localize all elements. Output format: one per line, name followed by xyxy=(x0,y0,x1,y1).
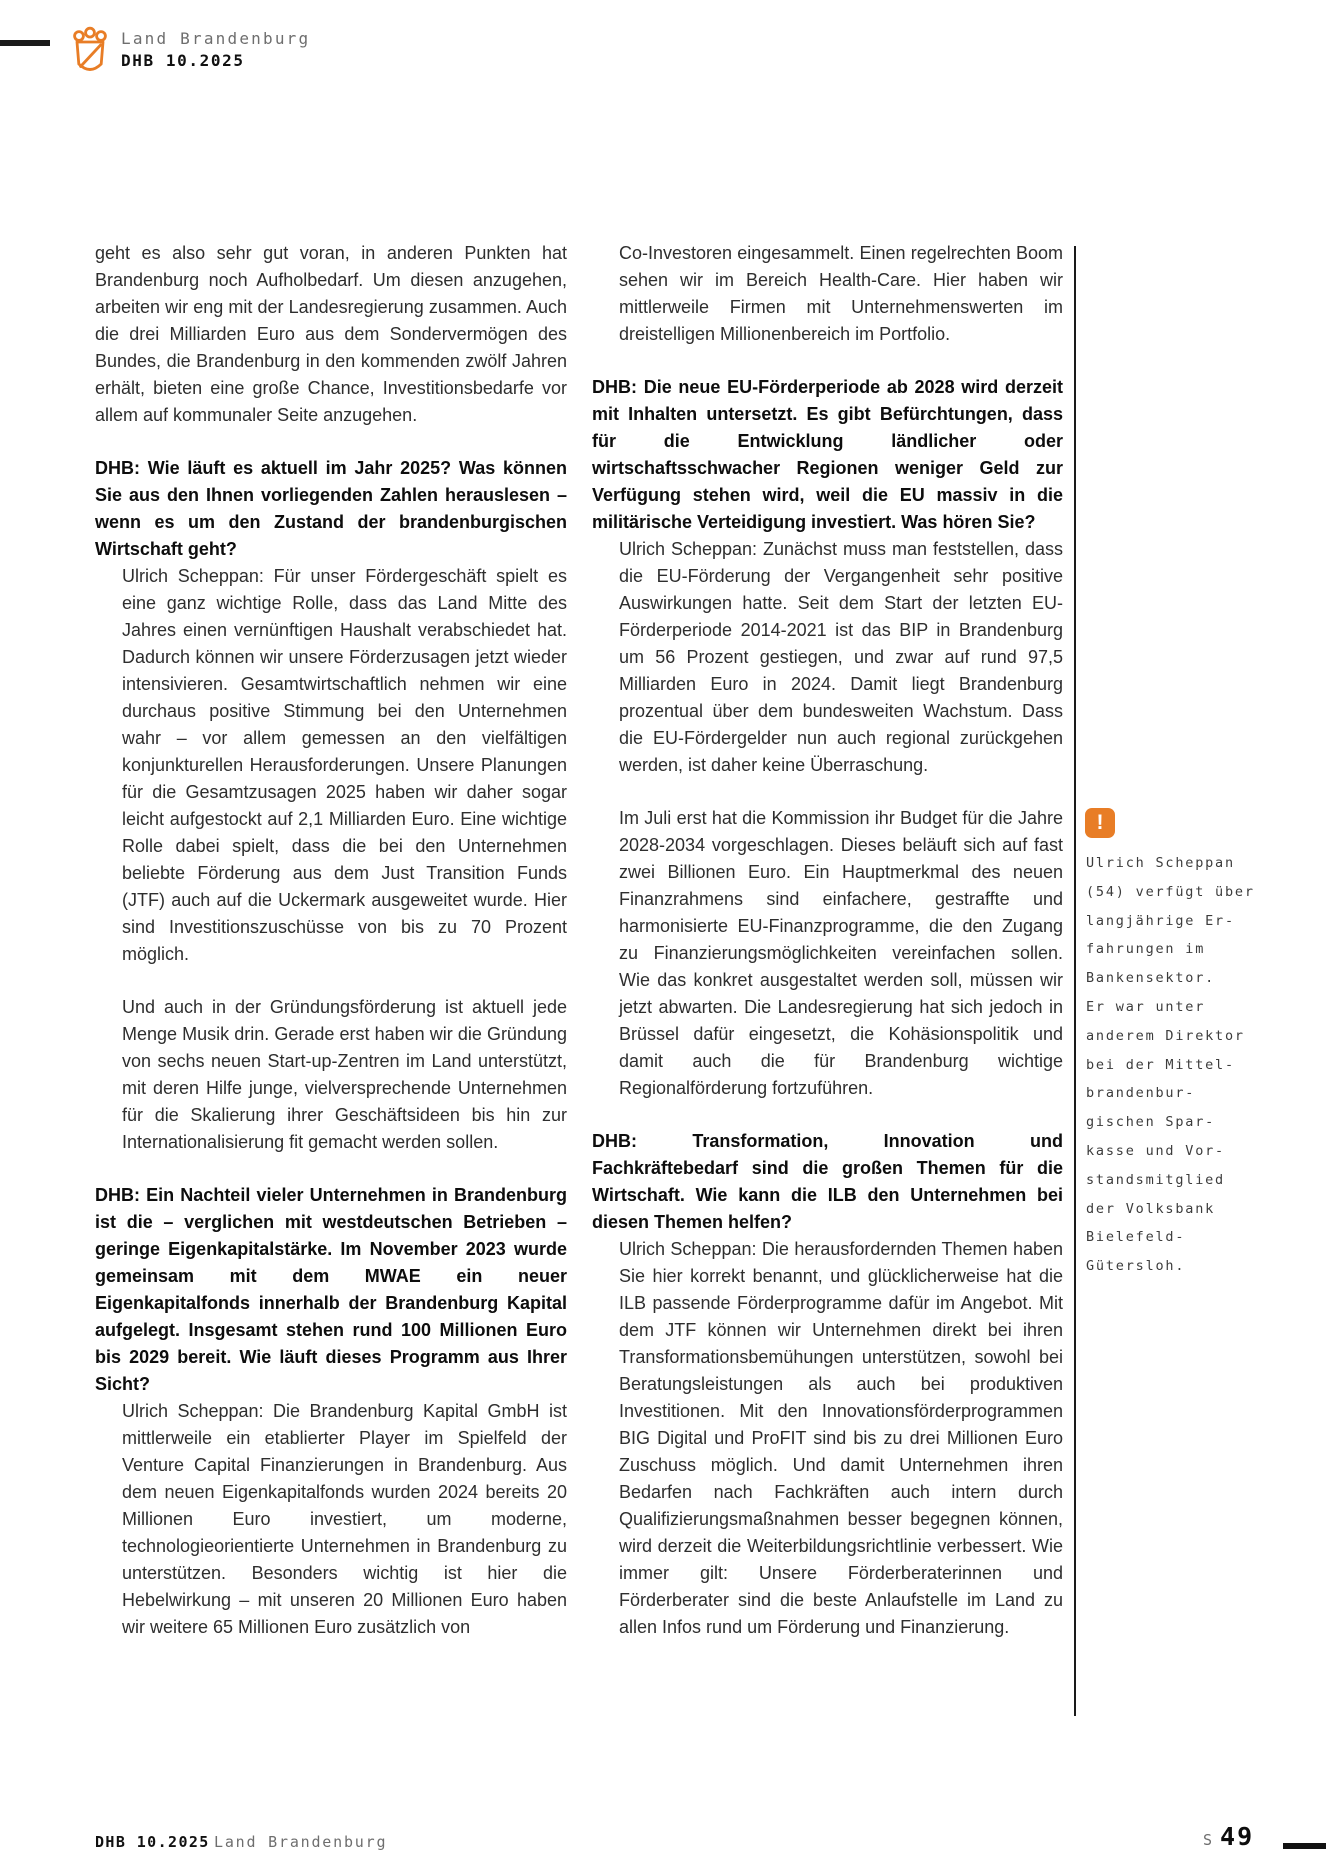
header-issue-label: DHB 10.2025 xyxy=(121,51,245,70)
caption-line: Ulrich Scheppan xyxy=(1086,855,1235,871)
interview-answer: Ulrich Scheppan: Die Brandenburg Kapital GmbH ist mittlerweile ein etablierter Player im Spielfeld der Venture Capital Finanzierungen in Brandenburg. Aus dem neuen Eigenkapitalfonds wurden 2024 bereits 20 Millionen Euro investiert, um moderne, technologieorientierte Unternehmen in Brandenburg zu unterstützen. Besonders wichtig ist hier die Hebelwirkung – mit unseren 20 Millionen Euro haben wir weitere 65 Millionen Euro zusätzlich von xyxy=(122,1401,567,1637)
top-edge-bar xyxy=(0,40,50,46)
caption-line: bei der Mittel- xyxy=(1086,1056,1235,1073)
caption-line: der Volksbank xyxy=(1086,1200,1216,1217)
interview-answer: Ulrich Scheppan: Die herausfordernden Themen haben Sie hier korrekt benannt, und glücklicherweise hat die ILB passende Förderprogramme dafür im Angebot. Mit dem JTF können wir Unternehmen direkt bei ihren Transformationsbemühungen unterstützen, sowohl bei Beratungsleistungen als auch bei produktiven Investitionen. Mit den Innovationsförderprogrammen BIG Digital und ProFIT sind bis zu drei Millionen Euro Zuschuss möglich. Und damit Unternehmen ihren Bedarfen nach Fachkräften auch intern durch Qualifizierungsmaßnahmen besser begegnen können, wird derzeit die Weiterbildungsrichtlinie verbessert. Wie immer gilt: Unsere Förderberaterinnen und Förderberater sind die beste Anlaufstelle im Land zu allen Infos rund um Förderung und Finanzierung. xyxy=(619,1239,1063,1637)
sidebar-divider-rule xyxy=(1074,246,1076,1716)
interview-answer: Im Juli erst hat die Kommission ihr Budget für die Jahre 2028-2034 vorgeschlagen. Dieses beläuft sich auf fast zwei Billionen Euro. Ein Hauptmerkmal des neuen Finanzrahmens sind einfachere, gestraffte und harmonisierte EU-Finanzprogramme, die den Zugang zu Finanzierungsmöglichkeiten vereinfachen sollen. Wie das konkret ausgestaltet werden soll, müssen wir jetzt abwarten. Die Landesregierung hat sich jedoch in Brüssel dafür eingesetzt, die Kohäsionspolitik und damit auch die für Brandenburg wichtige Regionalförderung fortzuführen. xyxy=(619,808,1063,1098)
brandenburg-crown-logo-icon xyxy=(72,26,108,80)
caption-line: Gütersloh. xyxy=(1086,1258,1186,1275)
interview-question: DHB: Die neue EU-Förderperiode ab 2028 wird derzeit mit Inhalten untersetzt. Es gibt Befürchtungen, dass für die Entwicklung ländlicher oder wirtschaftsschwacher Regionen weniger Geld zur Verfügung stehen wird, weil die EU massiv in die militärische Verteidigung investiert. Was hören Sie? xyxy=(592,377,1063,532)
caption-line: brandenbur- xyxy=(1086,1085,1196,1102)
caption-line: langjährige Er- xyxy=(1086,912,1235,929)
caption-line: standsmitglied xyxy=(1086,1171,1225,1188)
caption-line: Er war unter xyxy=(1086,998,1206,1015)
footer-section-label: Land Brandenburg xyxy=(214,1833,388,1851)
caption-line: Bankensektor. xyxy=(1086,970,1216,987)
interview-question: DHB: Ein Nachteil vieler Unternehmen in Brandenburg ist die – verglichen mit westdeutschen Betrieben – geringe Eigenkapitalstärke. Im November 2023 wurde gemeinsam mit dem MWAE ein neuer Eigenkapitalfonds innerhalb der Brandenburg Kapital aufgelegt. Insgesamt stehen rund 100 Millionen Euro bis 2029 bereit. Wie läuft dieses Programm aus Ihrer Sicht? xyxy=(95,1185,567,1394)
header-section-label: Land Brandenburg xyxy=(121,29,311,48)
page-number xyxy=(1203,1822,1254,1851)
footer-issue-label: DHB 10.2025 xyxy=(95,1833,210,1851)
interview-answer: Co-Investoren eingesammelt. Einen regelrechten Boom sehen wir im Bereich Health-Care. Hier haben wir mittlerweile Firmen mit Unternehmenswerten im dreistelligen Millionenbereich im Portfolio. xyxy=(619,243,1063,344)
interview-answer: Und auch in der Gründungsförderung ist aktuell jede Menge Musik drin. Gerade erst haben wir die Gründung von sechs neuen Start-up-Zentren im Land unterstützt, mit deren Hilfe junge, vielversprechende Unternehmen für die Skalierung ihrer Geschäftsideen bis hin zur Internationalisierung fit gemacht werden sollen. xyxy=(122,997,567,1152)
page-number-value: 49 xyxy=(1220,1822,1255,1851)
caption-line: (54) verfügt über xyxy=(1086,883,1255,900)
interview-question: DHB: Transformation, Innovation und Fachkräftebedarf sind die großen Themen für die Wirtschaft. Wie kann die ILB den Unternehmen bei diesen Themen helfen? xyxy=(592,1131,1063,1232)
interview-question: DHB: Wie läuft es aktuell im Jahr 2025? Was können Sie aus den Ihnen vorliegenden Zahlen herauslesen – wenn es um den Zustand der brandenburgischen Wirtschaft geht? xyxy=(95,458,567,559)
caption-line: Bielefeld- xyxy=(1086,1229,1186,1246)
article-column-1 xyxy=(95,240,567,1641)
interview-answer: Ulrich Scheppan: Für unser Fördergeschäft spielt es eine ganz wichtige Rolle, dass das Land Mitte des Jahres einen vernünftigen Haushalt verabschiedet hat. Dadurch können wir unsere Förderzusagen jetzt wieder intensivieren. Gesamtwirtschaftlich nehmen wir eine durchaus positive Stimmung bei den Unternehmen wahr – vor allem gemessen an den vielfältigen konjunkturellen Herausforderungen. Unsere Planungen für die Gesamtzusagen 2025 haben wir daher sogar leicht aufgestockt auf 2,1 Milliarden Euro. Eine wichtige Rolle dabei spielt, dass die bei den Unternehmen beliebte Förderung aus dem Just Transition Funds (JTF) auch auf die Uckermark ausgeweitet wurde. Hier sind Investitionszuschüsse von bis zu 70 Prozent möglich. xyxy=(122,566,567,964)
article-column-2 xyxy=(592,240,1063,1641)
caption-line: kasse und Vor- xyxy=(1086,1142,1225,1159)
person-bio-caption xyxy=(1086,849,1261,1281)
caption-line: fahrungen im xyxy=(1086,941,1206,958)
page-number-prefix: S xyxy=(1203,1831,1214,1849)
caption-line: gischen Spar- xyxy=(1086,1114,1216,1131)
caption-line: anderem Direktor xyxy=(1086,1027,1245,1044)
interview-answer: Ulrich Scheppan: Zunächst muss man feststellen, dass die EU-Förderung der Vergangenheit sehr positive Auswirkungen hatte. Seit dem Start der letzten EU-Förderperiode 2014-2021 ist das BIP in Brandenburg um 56 Prozent gestiegen, und zwar auf rund 97,5 Milliarden Euro in 2024. Damit liegt Brandenburg prozentual über dem bundesweiten Wachstum. Dass die EU-Fördergelder nun auch regional zurückgehen werden, ist daher keine Überraschung. xyxy=(619,539,1063,775)
exclamation-icon: ! xyxy=(1085,808,1115,838)
bottom-edge-bar xyxy=(1283,1843,1326,1849)
paragraph: geht es also sehr gut voran, in anderen Punkten hat Brandenburg noch Aufholbedarf. Um diesen anzugehen, arbeiten wir eng mit der Landesregierung zusammen. Auch die drei Milliarden Euro aus dem Sondervermögen des Bundes, die Brandenburg in den kommenden zwölf Jahren erhält, bieten eine große Chance, Investitionsbedarfe vor allem auf kommunaler Seite anzugehen. xyxy=(95,243,567,425)
